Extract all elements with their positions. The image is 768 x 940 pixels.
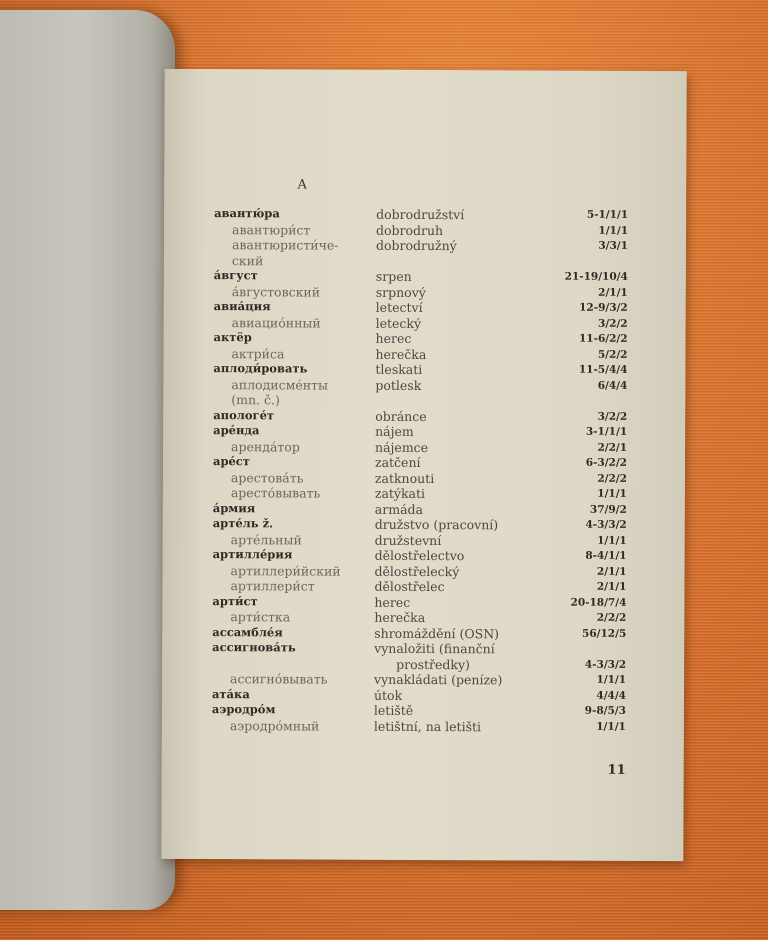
entry-headword: ассамбле́я <box>212 624 283 639</box>
entry-frequency: 5-1/1/1 <box>586 208 629 221</box>
entry-headword: арти́ст <box>212 593 258 608</box>
entry-headword: артилле́рия <box>212 547 293 562</box>
entry-frequency: 4-3/3/2 <box>584 658 627 671</box>
entry-frequency: 6/4/4 <box>597 379 628 392</box>
entry-translation <box>375 563 565 579</box>
entry-translation <box>375 362 565 378</box>
entry-frequency: 37/9/2 <box>589 503 627 516</box>
entry-translation-line: dobrodružství <box>376 206 465 223</box>
entry-headword: авиа́ция <box>213 299 271 314</box>
entry-translation <box>374 579 564 595</box>
entry-translation-line: herec <box>374 594 411 610</box>
entry-translation <box>376 238 566 254</box>
entry-translation-line: nájem <box>375 423 414 439</box>
entry-headword: аэродро́м <box>211 702 276 717</box>
entry-translation <box>376 269 566 285</box>
entry-translation <box>375 346 565 362</box>
entry-translation-line: nájemce <box>375 439 429 455</box>
entry-frequency: 2/2/2 <box>597 472 627 485</box>
entry-translation-line: dělostřelectvo <box>374 547 465 564</box>
entry-headword: а́вгуст <box>213 268 258 283</box>
entry-derivative: а́вгустовский <box>231 283 321 300</box>
dictionary-entry <box>162 640 684 673</box>
entry-derivative: авантюри́ст <box>231 221 311 238</box>
entry-translation <box>375 408 565 424</box>
entry-translation-line: vynakládati (peníze) <box>374 671 503 688</box>
entry-headword: ассигнова́ть <box>212 640 296 655</box>
entry-frequency: 20-18/7/4 <box>570 596 627 609</box>
entry-translation <box>376 284 566 300</box>
entry-frequency: 11-6/2/2 <box>578 332 628 345</box>
dictionary-entry <box>162 717 684 735</box>
entry-translation-line: shromáždění (OSN) <box>374 625 500 641</box>
entry-translation <box>375 393 565 394</box>
entry-derivative: ассигно́вывать <box>230 671 328 687</box>
entry-derivative: арестова́ть <box>230 469 304 485</box>
entry-frequency: 5/2/2 <box>597 348 628 361</box>
entry-derivative: авантюристи́че- <box>231 237 339 253</box>
entry-translation-line: vynaložiti (finanční <box>374 640 495 657</box>
entry-translation <box>375 532 565 548</box>
entry-headword: авантю́ра <box>214 206 280 221</box>
entry-translation-line: herečka <box>374 609 426 626</box>
entry-frequency: 2/1/1 <box>598 286 628 299</box>
entry-frequency: 1/1/1 <box>597 487 627 500</box>
entry-translation-line: tleskati <box>375 361 423 377</box>
entry-frequency: 8-4/1/1 <box>585 549 627 562</box>
entry-translation-line: letectví <box>375 299 423 315</box>
entry-translation <box>376 331 566 347</box>
entry-headword: ата́ка <box>211 686 250 701</box>
entry-derivative: аренда́тор <box>231 438 300 454</box>
entry-translation-line: herec <box>375 330 412 346</box>
entry-frequency: 1/1/1 <box>596 720 626 733</box>
entry-translation-line: herečka <box>375 346 427 362</box>
entry-translation-continuation: prostředky) <box>396 656 470 672</box>
entry-translation <box>375 548 565 564</box>
entry-translation <box>375 501 565 517</box>
entry-translation <box>375 517 565 533</box>
entry-translation-line: dělostřelec <box>374 578 445 595</box>
letter-heading: А <box>297 177 308 193</box>
entry-translation <box>374 687 564 703</box>
page-number: 11 <box>607 762 626 778</box>
entry-translation-line: obránce <box>375 408 427 424</box>
entry-derivative: аэродро́мный <box>229 717 320 734</box>
entry-frequency: 2/1/1 <box>596 565 627 578</box>
entry-frequency: 2/2/2 <box>596 611 627 624</box>
entry-frequency: 6-3/2/2 <box>585 456 628 469</box>
entry-translation <box>374 610 564 626</box>
entry-translation <box>374 594 564 610</box>
entry-frequency: 2/1/1 <box>596 580 627 593</box>
entry-translation-line: zatýkati <box>374 485 426 502</box>
entry-translation-line: potlesk <box>375 377 422 393</box>
entry-translation <box>374 641 564 673</box>
entry-headword: аре́нда <box>213 423 260 438</box>
entry-frequency: 3/3/1 <box>598 239 628 252</box>
entry-headword: аплоди́ровать <box>213 361 308 376</box>
entry-derivative: актри́са <box>231 345 285 361</box>
entry-translation-line: družstvo (pracovní) <box>374 516 499 533</box>
entry-translation <box>375 455 565 471</box>
entry-frequency: 4-3/3/2 <box>585 518 627 531</box>
entry-frequency: 2/2/1 <box>597 441 628 454</box>
entry-headword: а́рмия <box>212 500 256 515</box>
entry-frequency: 56/12/5 <box>582 627 627 640</box>
entry-translation <box>374 625 564 641</box>
entry-translation <box>374 672 564 688</box>
entry-translation-line: družstevní <box>374 532 442 548</box>
entry-frequency: 12-9/3/2 <box>579 301 628 314</box>
entry-derivative: авиацио́нный <box>231 314 321 331</box>
entry-derivative: артиллери́йский <box>230 562 341 579</box>
entry-frequency: 21-19/10/4 <box>564 270 628 283</box>
entry-derivative: ский <box>231 252 264 268</box>
entry-derivative: артиллери́ст <box>230 578 315 594</box>
entry-frequency: 3/2/2 <box>598 317 628 330</box>
entry-derivative: аплодисме́нты <box>231 376 328 393</box>
entry-frequency: 4/4/4 <box>596 689 627 702</box>
entry-frequency: 1/1/1 <box>598 224 629 237</box>
entry-derivative: арте́льный <box>230 531 302 547</box>
left-page <box>0 10 175 910</box>
entry-translation <box>375 470 565 486</box>
entry-frequency: 3-1/1/1 <box>585 425 628 438</box>
entry-translation-line: dobrodružný <box>375 237 457 254</box>
entry-translation-line: útok <box>373 687 403 703</box>
entry-translation <box>376 207 566 223</box>
entry-translation <box>374 718 564 734</box>
entry-list <box>162 206 686 735</box>
entry-frequency: 1/1/1 <box>597 534 627 547</box>
entry-frequency: 1/1/1 <box>596 673 627 686</box>
entry-frequency: 9-8/5/3 <box>584 704 626 717</box>
entry-translation-line: letištní, na letišti <box>373 718 482 734</box>
entry-translation-line: dobrodruh <box>375 222 444 238</box>
entry-translation <box>376 222 566 238</box>
entry-derivative: аресто́вывать <box>230 485 321 501</box>
entry-frequency: 3/2/2 <box>597 410 628 423</box>
entry-translation-line: armáda <box>374 501 424 517</box>
entry-translation <box>375 424 565 440</box>
entry-translation-line: zatknouti <box>374 470 435 486</box>
entry-headword: апологе́т <box>213 407 275 422</box>
entry-translation <box>376 300 566 316</box>
entry-frequency: 11-5/4/4 <box>578 363 628 376</box>
entry-translation-line: zatčení <box>374 454 421 470</box>
entry-translation-line: dělostřelecký <box>374 563 460 579</box>
entry-headword: арте́ль ž. <box>212 516 274 531</box>
entry-headword: аре́ст <box>212 454 250 469</box>
entry-translation-line: letecký <box>375 315 422 331</box>
entry-translation-line: srpen <box>375 268 412 284</box>
entry-translation <box>374 703 564 719</box>
entry-translation-line: srpnový <box>375 284 426 300</box>
entry-translation <box>376 253 566 254</box>
entry-translation <box>376 315 566 331</box>
dictionary-page <box>161 69 686 861</box>
entry-headword: актёр <box>213 330 252 345</box>
entry-derivative: арти́стка <box>230 609 291 625</box>
entry-translation <box>375 486 565 502</box>
entry-translation <box>375 377 565 393</box>
entry-translation <box>375 439 565 455</box>
entry-derivative: (mn. č.) <box>231 392 280 408</box>
entry-translation-line: letiště <box>373 702 414 718</box>
